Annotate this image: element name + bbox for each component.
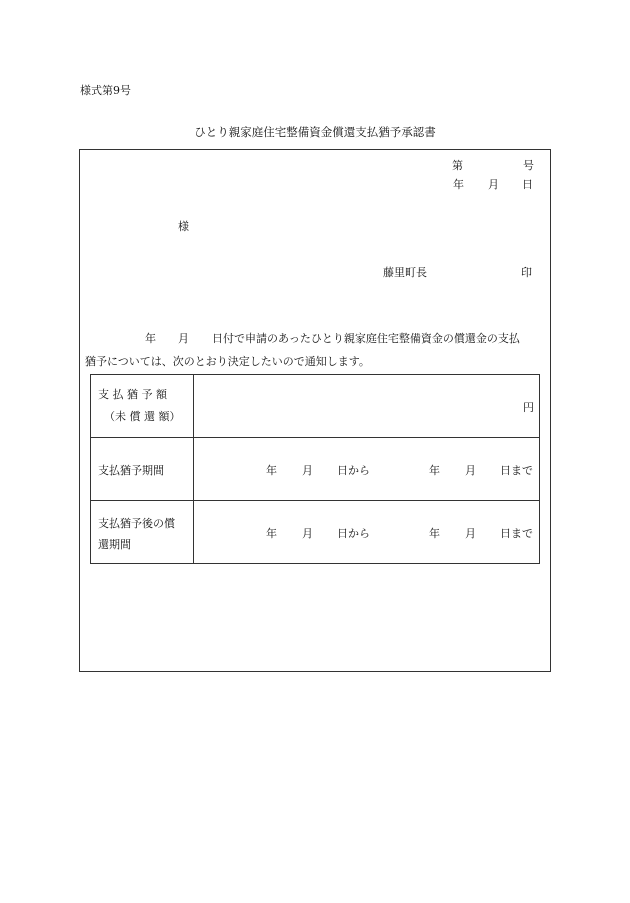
- date-day-label: 日: [522, 178, 533, 191]
- seal-mark: 印: [521, 266, 532, 279]
- addressee-honorific: 様: [178, 220, 189, 233]
- to-day-label: 日まで: [500, 464, 533, 477]
- unit-yen: 円: [523, 401, 534, 414]
- from-month-label: 月: [302, 464, 313, 477]
- label-repayment-line-2: 還期間: [98, 538, 131, 551]
- label-repayment-line-1: 支払猶予後の償: [98, 517, 175, 530]
- label-cell: [91, 375, 194, 438]
- date-year-label: 年: [453, 178, 464, 191]
- date-month-label: 月: [488, 178, 499, 191]
- body-text-line-2: 猶予については、次のとおり決定したいので通知します。: [85, 355, 370, 368]
- body-text: 日付で申請のあったひとり親家庭住宅整備資金の償還金の支払: [212, 332, 520, 345]
- to-month-label: 月: [465, 527, 476, 540]
- from-day-label: 日から: [337, 464, 370, 477]
- to-day-label: 日まで: [500, 527, 533, 540]
- document-title: ひとり親家庭住宅整備資金償還支払猶予承認書: [194, 125, 436, 139]
- table-row-repayment-period: [91, 501, 540, 564]
- label-cell: [91, 501, 194, 564]
- value-cell[interactable]: [194, 438, 540, 501]
- doc-number-prefix: 第: [452, 159, 463, 172]
- body-year-label: 年: [145, 332, 156, 345]
- value-cell[interactable]: [194, 375, 540, 438]
- body-month-label: 月: [178, 332, 189, 345]
- table-row-amount: [91, 375, 540, 438]
- to-year-label: 年: [429, 464, 440, 477]
- from-year-label: 年: [266, 464, 277, 477]
- form-number: 様式第9号: [80, 84, 131, 97]
- to-year-label: 年: [429, 527, 440, 540]
- to-month-label: 月: [465, 464, 476, 477]
- label-amount: 支 払 猶 予 額: [98, 388, 167, 401]
- from-month-label: 月: [302, 527, 313, 540]
- from-day-label: 日から: [337, 527, 370, 540]
- label-cell: [91, 438, 194, 501]
- table-row-deferral-period: [91, 438, 540, 501]
- label-unpaid: （未 償 還 額）: [104, 410, 181, 423]
- doc-number-suffix: 号: [523, 159, 534, 172]
- label-deferral-period: 支払猶予期間: [98, 464, 164, 477]
- value-cell[interactable]: [194, 501, 540, 564]
- from-year-label: 年: [266, 527, 277, 540]
- detail-table: [90, 374, 540, 564]
- issuer-name: 藤里町長: [383, 266, 427, 279]
